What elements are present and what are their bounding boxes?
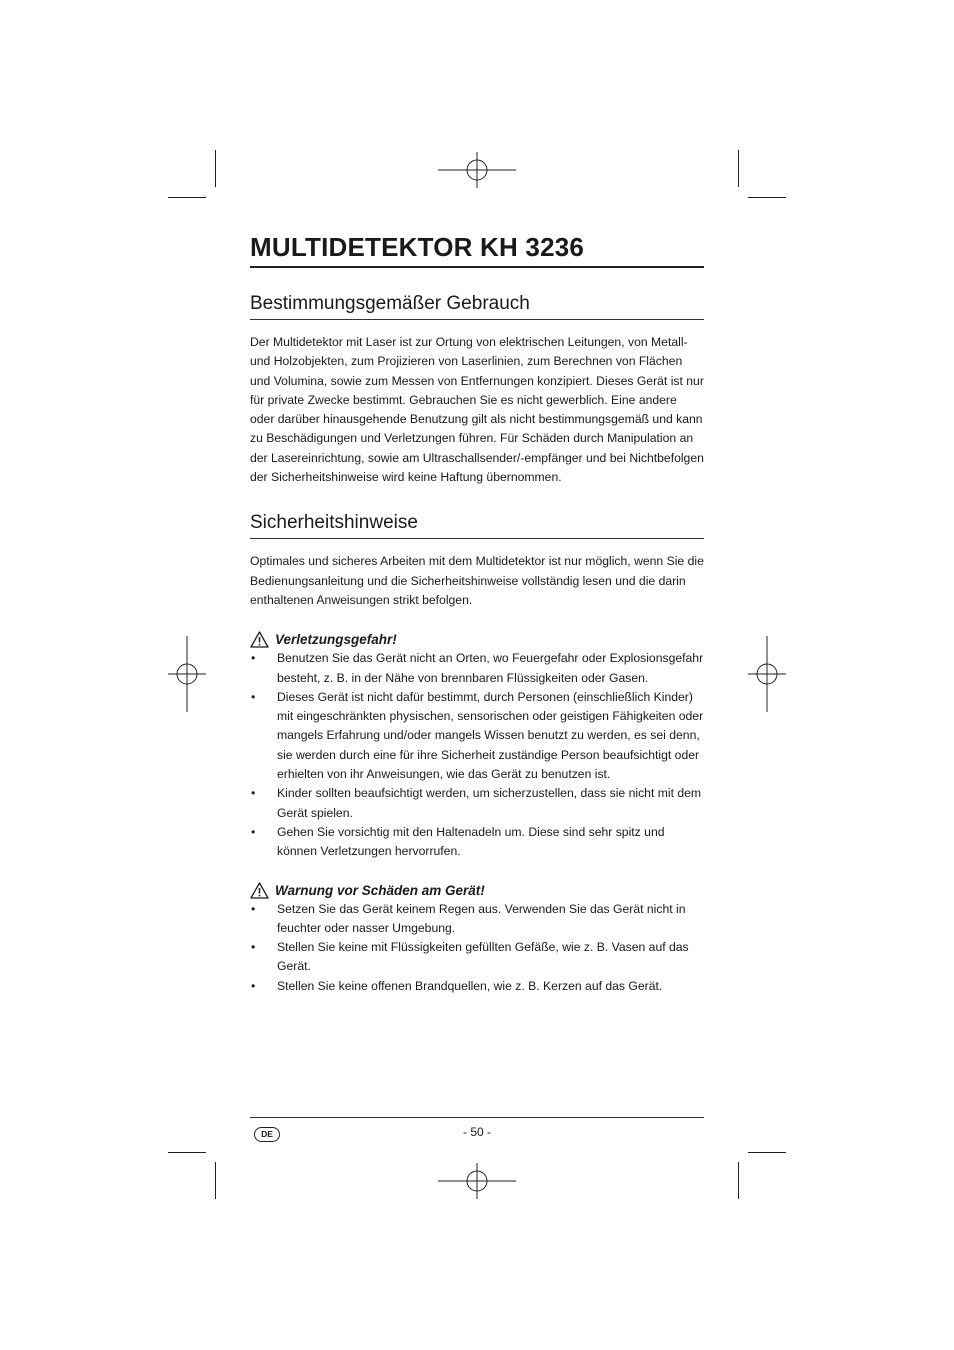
page-title: MULTIDETEKTOR KH 3236 [250, 230, 704, 268]
section-heading-intended-use: Bestimmungsgemäßer Gebrauch [250, 291, 704, 320]
list-item: • Stellen Sie keine offenen Brandquellen, wie z. B. Kerzen auf das Gerät. [250, 977, 704, 996]
list-item: • Dieses Gerät ist nicht dafür bestimmt, durch Personen (einschließlich Kinder) mit eingeschränkten physischen, sensorischen oder geistigen Fähigkeiten oder mangels Erfahrung und/oder mangels Wissen benutzt zu werden, es sei denn, sie werden durch eine für ihre Sicherheit zuständige Person beaufsichtigt oder erhielten von ihr Anweisungen, wie das Gerät zu benutzen ist. [250, 688, 704, 784]
crop-mark [215, 1162, 216, 1199]
page-number: - 50 - [462, 1125, 491, 1139]
safety-intro-paragraph: Optimales und sicheres Arbeiten mit dem Multidetektor ist nur möglich, wenn Sie die Bedienungsanleitung und die Sicherheitshinweise vollständig lesen und die darin enthaltenen Anweisungen strikt befolgen. [250, 554, 704, 607]
crop-mark [738, 1162, 739, 1199]
registration-mark-left [168, 636, 206, 712]
registration-mark-right [748, 636, 786, 712]
footer-divider [250, 1117, 704, 1118]
warning-heading-device [250, 881, 704, 900]
crop-mark [748, 197, 786, 198]
list-item: • Benutzen Sie das Gerät nicht an Orten, wo Feuergefahr oder Explosionsgefahr besteht, z. B. in der Nähe von brennbaren Flüssigkeiten oder Gasen. [250, 649, 704, 688]
registration-mark-top [438, 144, 516, 196]
crop-mark [738, 150, 739, 187]
device-warning-list [250, 900, 704, 996]
crop-mark [168, 1152, 206, 1153]
crop-mark [168, 197, 206, 198]
section-heading-safety: Sicherheitshinweise [250, 510, 704, 539]
list-item: • Gehen Sie vorsichtig mit den Haltenadeln um. Diese sind sehr spitz und können Verletzungen hervorrufen. [250, 823, 704, 862]
warning-triangle-icon [250, 882, 269, 899]
registration-mark-bottom [438, 1155, 516, 1207]
crop-mark [748, 1152, 786, 1153]
list-item: • Stellen Sie keine mit Flüssigkeiten gefüllten Gefäße, wie z. B. Vasen auf das Gerät. [250, 938, 704, 977]
warning-heading-text: Verletzungsgefahr! [275, 632, 397, 648]
warning-heading-text: Warnung vor Schäden am Gerät! [275, 882, 485, 898]
list-item: • Setzen Sie das Gerät keinem Regen aus. Verwenden Sie das Gerät nicht in feuchter oder nasser Umgebung. [250, 900, 704, 939]
language-badge: DE [254, 1127, 280, 1142]
warning-triangle-icon [250, 631, 269, 648]
crop-mark [215, 150, 216, 187]
list-item: • Kinder sollten beaufsichtigt werden, um sicherzustellen, dass sie nicht mit dem Gerät spielen. [250, 784, 704, 823]
intended-use-paragraph: Der Multidetektor mit Laser ist zur Ortung von elektrischen Leitungen, von Metall- und Holzobjekten, zum Projizieren von Laserlinien, zum Berechnen von Flächen und Volumina, sowie zum Messen von Entfernungen konzipiert. Dieses Gerät ist nur für private Zwecke bestimmt. Gebrauchen Sie es nicht gewerblich. Eine andere oder darüber hinausgehende Benutzung gilt als nicht bestimmungsgemäß und kann zu Beschädigungen und Verletzungen führen. Für Schäden durch Manipulation an der Lasereinrichtung, sowie am Ultraschallsender/-empfänger und bei Nichtbefolgen der Sicherheitshinweise wird keine Haftung übernommen. [250, 335, 704, 485]
warning-heading-injury [250, 630, 704, 649]
page-content [250, 226, 704, 996]
injury-warning-list [250, 649, 704, 861]
